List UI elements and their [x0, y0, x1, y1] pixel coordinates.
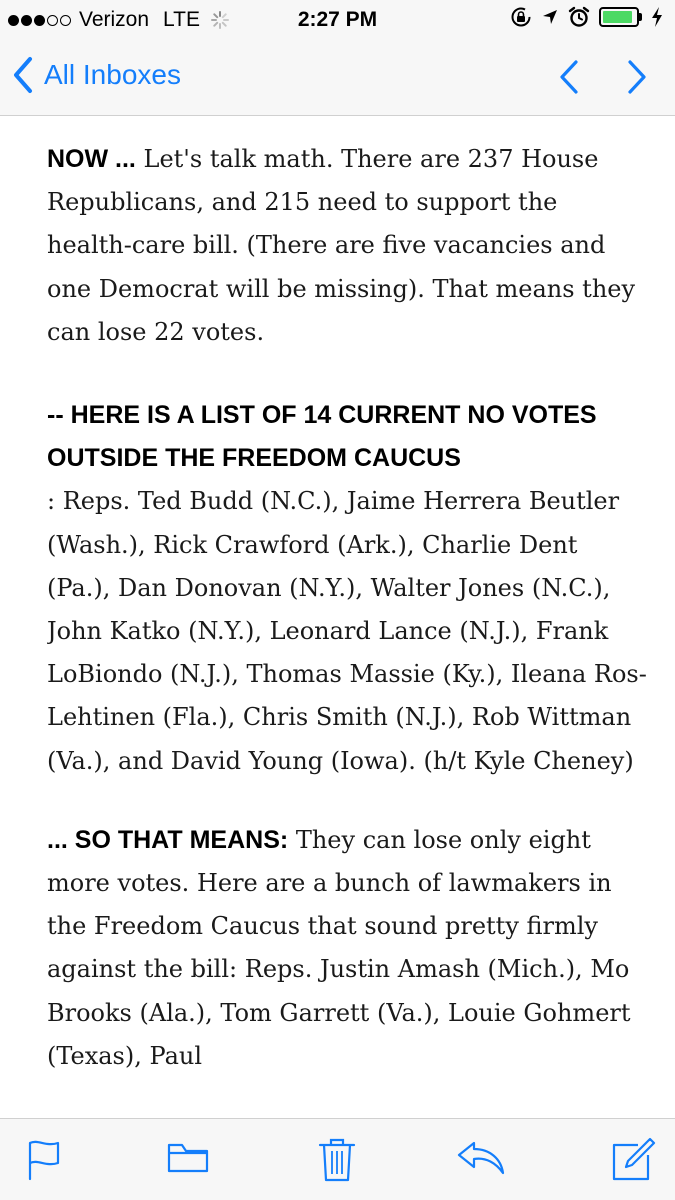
- carrier-name: Verizon: [79, 8, 150, 31]
- folder-icon[interactable]: [166, 1137, 210, 1177]
- rotation-lock-icon: [510, 6, 532, 28]
- alarm-icon: [568, 6, 590, 28]
- back-button-label: All Inboxes: [44, 59, 181, 90]
- flag-icon[interactable]: [24, 1137, 64, 1181]
- message-paragraph: [47, 116, 647, 354]
- battery-icon: [599, 7, 642, 27]
- mail-nav-bar: [0, 40, 675, 116]
- chevron-up-icon[interactable]: [554, 58, 584, 96]
- paragraph-text: They can lose only eight more votes. Here are a bunch of lawmakers in the Freedom Caucus that sound pretty firmly against the bill: Reps. Justin Amash (Mich.), Mo Brooks (Ala.), Tom Garrett (Va.), Louie Gohmert (Texas), Paul: [47, 825, 631, 1070]
- back-button[interactable]: [12, 56, 181, 94]
- paragraph-highlight: NOW ...: [47, 145, 136, 173]
- paragraph-text: Let's talk math. There are 237 House Republicans, and 215 need to support the health-care bill. (There are five vacancies and one Democrat will be missing). That means they can lose 22 votes.: [47, 145, 636, 346]
- message-body: [47, 116, 647, 1118]
- status-time: 2:27 PM: [297, 8, 378, 31]
- paragraph-text: : Reps. Ted Budd (N.C.), Jaime Herrera Beutler (Wash.), Rick Crawford (Ark.), Charlie Dent (Pa.), Dan Donovan (N.Y.), Walter Jones (N.C.), John Katko (N.Y.), Leonard Lance (N.J.), Frank LoBiondo (N.J.), Thomas Massie (Ky.), Ileana Ros-Lehtinen (Fla.), Chris Smith (N.J.), Rob Wittman (Va.), and David Young (Iowa). (h/t Kyle Cheney): [47, 487, 647, 775]
- status-bar: [0, 0, 675, 40]
- charging-bolt-icon: [651, 7, 663, 27]
- chevron-left-icon: [12, 56, 34, 94]
- trash-icon[interactable]: [318, 1137, 356, 1183]
- network-type: LTE: [163, 8, 201, 31]
- chevron-down-icon[interactable]: [622, 58, 652, 96]
- location-arrow-icon: [541, 8, 559, 26]
- message-paragraph: [47, 394, 647, 783]
- message-paragraph: [47, 819, 647, 1078]
- compose-icon[interactable]: [608, 1137, 656, 1183]
- paragraph-highlight: -- HERE IS A LIST OF 14 CURRENT NO VOTES OUTSIDE THE FREEDOM CAUCUS: [47, 401, 597, 473]
- reply-icon[interactable]: [456, 1137, 506, 1177]
- paragraph-highlight: ... SO THAT MEANS:: [47, 825, 289, 854]
- status-right: [510, 6, 663, 28]
- mail-toolbar: [0, 1118, 675, 1200]
